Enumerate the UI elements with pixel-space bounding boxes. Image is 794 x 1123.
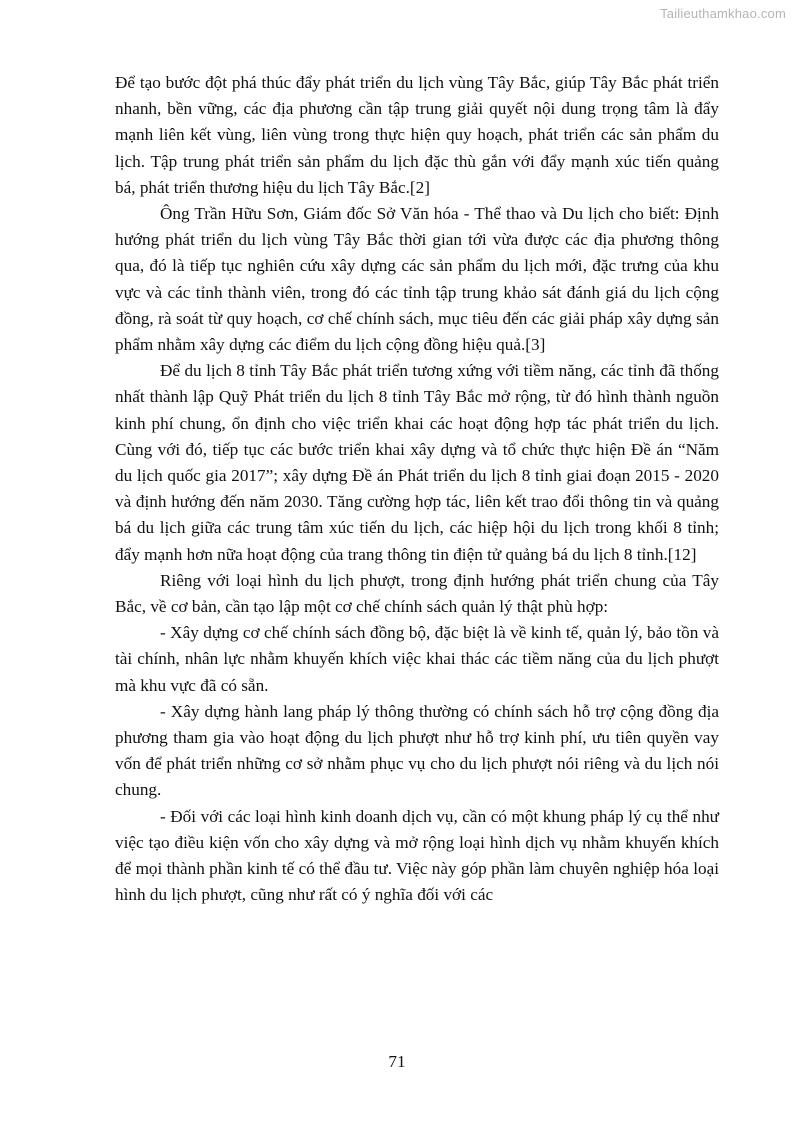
watermark-text: Tailieuthamkhao.com — [660, 6, 786, 21]
paragraph-2: Ông Trần Hữu Sơn, Giám đốc Sở Văn hóa - Thể thao và Du lịch cho biết: Định hướng phát triển du lịch vùng Tây Bắc thời gian tới vừa được các địa phương thông qua, đó là tiếp tục nghiên cứu xây dựng các sản phẩm du lịch mới, đặc trưng của khu vực và các tỉnh thành viên, trong đó các tỉnh tập trung khảo sát đánh giá du lịch cộng đồng, rà soát từ quy hoạch, cơ chế chính sách, mục tiêu đến các giải pháp xây dựng sản phẩm nhằm xây dựng các điểm du lịch cộng đồng hiệu quả.[3] — [115, 204, 719, 355]
list-item-3: - Đối với các loại hình kinh doanh dịch vụ, cần có một khung pháp lý cụ thể như việc tạo điều kiện vốn cho xây dựng và mở rộng loại hình dịch vụ nhằm khuyến khích để mọi thành phần kinh tế có thể đầu tư. Việc này góp phần làm chuyên nghiệp hóa loại hình du lịch phượt, cũng như rất có ý nghĩa đối với các — [115, 806, 719, 905]
paragraph-1: Để tạo bước đột phá thúc đẩy phát triển du lịch vùng Tây Bắc, giúp Tây Bắc phát triển nhanh, bền vững, các địa phương cần tập trung giải quyết nội dung trọng tâm là đẩy mạnh liên kết vùng, liên vùng trong thực hiện quy hoạch, phát triển các sản phẩm du lịch. Tập trung phát triển sản phẩm du lịch đặc thù gắn với đẩy mạnh xúc tiến quảng bá, phát triển thương hiệu du lịch Tây Bắc.[2] — [115, 73, 719, 197]
list-item-2: - Xây dựng hành lang pháp lý thông thường có chính sách hỗ trợ cộng đồng địa phương tham gia vào hoạt động du lịch phượt như hỗ trợ kinh phí, ưu tiên quyền vay vốn để phát triển những cơ sở nhằm phục vụ cho du lịch phượt nói riêng và du lịch nói chung. — [115, 701, 719, 800]
paragraph-4: Riêng với loại hình du lịch phượt, trong định hướng phát triển chung của Tây Bắc, về cơ bản, cần tạo lập một cơ chế chính sách quản lý thật phù hợp: — [115, 570, 719, 617]
list-item-1: - Xây dựng cơ chế chính sách đồng bộ, đặc biệt là về kinh tế, quản lý, bảo tồn và tài chính, nhân lực nhằm khuyến khích việc khai thác các tiềm năng của du lịch phượt mà khu vực đã có sẵn. — [115, 623, 719, 695]
paragraph-3: Để du lịch 8 tỉnh Tây Bắc phát triển tương xứng với tiềm năng, các tỉnh đã thống nhất thành lập Quỹ Phát triển du lịch 8 tỉnh Tây Bắc mở rộng, từ đó hình thành nguồn kinh phí chung, ổn định cho việc triển khai các hoạt động hợp tác phát triển du lịch. Cùng với đó, tiếp tục các bước triển khai xây dựng và tổ chức thực hiện Đề án “Năm du lịch quốc gia 2017”; xây dựng Đề án Phát triển du lịch 8 tỉnh giai đoạn 2015 - 2020 và định hướng đến năm 2030. Tăng cường hợp tác, liên kết trao đổi thông tin và quảng bá du lịch giữa các trung tâm xúc tiến du lịch, các hiệp hội du lịch trong khối 8 tỉnh; đẩy mạnh hơn nữa hoạt động của trang thông tin điện tử quảng bá du lịch 8 tỉnh.[12] — [115, 361, 719, 564]
document-body — [115, 70, 719, 909]
page-number: 71 — [388, 1052, 406, 1071]
